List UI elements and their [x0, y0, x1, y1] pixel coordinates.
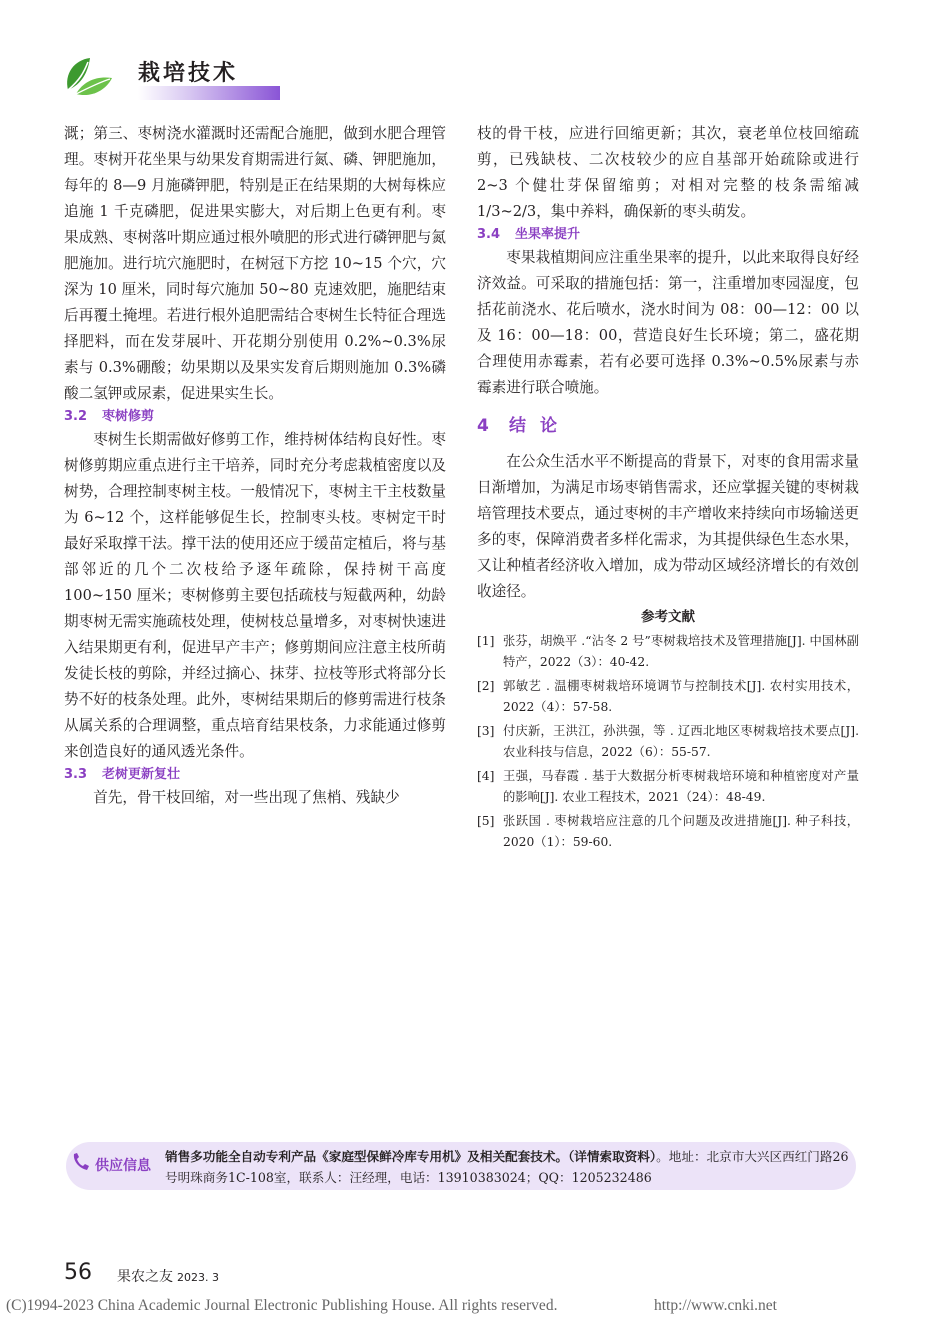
section-title: 栽培技术	[138, 61, 239, 86]
reference-item	[477, 631, 859, 673]
supply-info-text	[165, 1146, 855, 1188]
subsection-heading	[477, 225, 859, 245]
reference-text: 王强，马春霞 . 基于大数据分析枣树栽培环境和种植密度对产量的影响[J]. 农业工程技术，2021（24）：48-49.	[503, 769, 859, 804]
copyright-text: (C)1994-2023 China Academic Journal Electronic Publishing House. All rights reserved.	[6, 1297, 558, 1314]
right-column	[477, 121, 859, 856]
left-column	[64, 121, 446, 811]
subsection-title: 枣树修剪	[102, 409, 155, 424]
references-title: 参考文献	[641, 609, 695, 625]
reference-item	[477, 676, 859, 718]
paragraph: 首先，骨干枝回缩，对一些出现了焦梢、残缺少	[93, 789, 400, 806]
copyright-line	[6, 1297, 946, 1315]
supply-info-label: 供应信息	[95, 1158, 151, 1174]
reference-item	[477, 766, 859, 808]
reference-item	[477, 811, 859, 853]
subsection-heading	[64, 407, 446, 427]
subsection-number: 3.2	[64, 409, 88, 424]
paragraph: 在公众生活水平不断提高的背景下，对枣的食用需求量日渐增加，为满足市场枣销售需求，还应掌握关键的枣树栽培管理技术要点，通过枣树的丰产增收来持续向市场输送更多的枣，保障消费者多样化需求，为其提供绿色生态水果，又让种植者经济收入增加，成为带动区域经济增长的有效创收途径。	[477, 453, 859, 600]
section-title-bar	[138, 86, 280, 100]
journal-title: 果农之友	[117, 1269, 173, 1285]
reference-number: [3]	[477, 724, 495, 738]
cnki-url: http://www.cnki.net	[654, 1297, 777, 1314]
paragraph: 枝的骨干枝，应进行回缩更新；其次，衰老单位枝回缩疏剪，已残缺枝、二次枝较少的应自基部开始疏除或进行 2~3 个健壮芽保留缩剪；对相对完整的枝条需缩减 1/3~2/3，集中养料，确保新的枣头萌发。	[477, 125, 859, 220]
reference-item	[477, 721, 859, 763]
reference-number: [1]	[477, 634, 495, 648]
paragraph: 溉；第三、枣树浇水灌溉时还需配合施肥，做到水肥合理管理。枣树开花坐果与幼果发育期需进行氮、磷、钾肥施加，每年的 8—9 月施磷钾肥，特别是正在结果期的大树每株应追施 1 千克磷肥，促进果实膨大，对后期上色更有利。枣果成熟、枣树落叶期应通过根外喷肥的形式进行磷钾肥与氮肥施加。进行坑穴施肥时，在树冠下方挖 10~15 个穴，穴深为 10 厘米，同时每穴施加 50~80 克速效肥，施肥结束后再覆土掩埋。若进行根外追肥需结合枣树生长特征合理选择肥料，而在发芽展叶、开花期分别使用 0.2%~0.3%尿素与 0.3%硼酸；幼果期以及果实发育后期则施加 0.3%磷酸二氢钾或尿素，促进果实生长。	[64, 125, 446, 402]
reference-text: 张芬，胡焕平 .“沾冬 2 号”枣树栽培技术及管理措施[J]. 中国林副特产，2022（3）：40-42.	[503, 634, 859, 669]
subsection-title: 坐果率提升	[515, 227, 581, 242]
supply-details: 。地址：北京市大兴区西红门路26号明珠商务1C-108室，联系人：汪经理，电话：13910383024；QQ：1205232486	[165, 1149, 849, 1185]
reference-text: 付庆新，王洪江，孙洪强，等 . 辽西北地区枣树栽培技术要点[J]. 农业科技与信息，2022（6）：55-57.	[503, 724, 859, 759]
leaf-logo-icon	[62, 50, 114, 102]
supply-highlight: 销售多功能全自动专利产品《家庭型保鲜冷库专用机》及相关配套技术。（详情索取资料）	[165, 1149, 657, 1164]
section-number: 4	[477, 416, 489, 436]
journal-issue: 2023. 3	[177, 1271, 219, 1284]
subsection-title: 老树更新复壮	[102, 767, 181, 782]
reference-number: [5]	[477, 814, 495, 828]
subsection-number: 3.3	[64, 767, 88, 782]
page-number: 56	[64, 1260, 92, 1285]
phone-icon	[70, 1151, 92, 1173]
section-heading-title: 结论	[509, 416, 571, 436]
paragraph: 枣果栽植期间应注重坐果率的提升，以此来取得良好经济效益。可采取的措施包括：第一，注重增加枣园湿度，包括花前浇水、花后喷水，浇水时间为 08：00—12：00 以及 16：00—18：00，营造良好生长环境；第二，盛花期合理使用赤霉素，若有必要可选择 0.3%~0.5%尿素与赤霉素进行联合喷施。	[477, 249, 859, 396]
subsection-number: 3.4	[477, 227, 501, 242]
journal-name	[117, 1266, 219, 1286]
section-heading	[477, 413, 859, 439]
subsection-heading	[64, 765, 446, 785]
reference-text: 张跃国 . 枣树栽培应注意的几个问题及改进措施[J]. 种子科技，2020（1）：59-60.	[503, 814, 859, 849]
reference-number: [4]	[477, 769, 495, 783]
reference-text: 郭敏艺 . 温棚枣树栽培环境调节与控制技术[J]. 农村实用技术，2022（4）：57-58.	[503, 679, 859, 714]
paragraph: 枣树生长期需做好修剪工作，维持树体结构良好性。枣树修剪期应重点进行主干培养，同时充分考虑栽植密度以及树势，合理控制枣树主枝。一般情况下，枣树主干主枝数量为 6~12 个，这样能够促生长，控制枣头枝。枣树定干时最好采取撑干法。撑干法的使用还应于缓苗定植后，将与基部邻近的几个二次枝给予逐年疏除，保持树干高度 100~150 厘米；枣树修剪主要包括疏枝与短截两种，幼龄期枣树无需实施疏枝处理，使树枝总量增多，对枣树快速进入结果期更有利，促进早产丰产；修剪期间应注意主枝所萌发徒长枝的剪除，并经过摘心、抹芽、拉枝等形式将部分长势不好的枝条处理。此外，枣树结果期后的修剪需进行枝条从属关系的合理调整，重点培育结果枝条，力求能通过修剪来创造良好的通风透光条件。	[64, 431, 446, 760]
reference-number: [2]	[477, 679, 495, 693]
